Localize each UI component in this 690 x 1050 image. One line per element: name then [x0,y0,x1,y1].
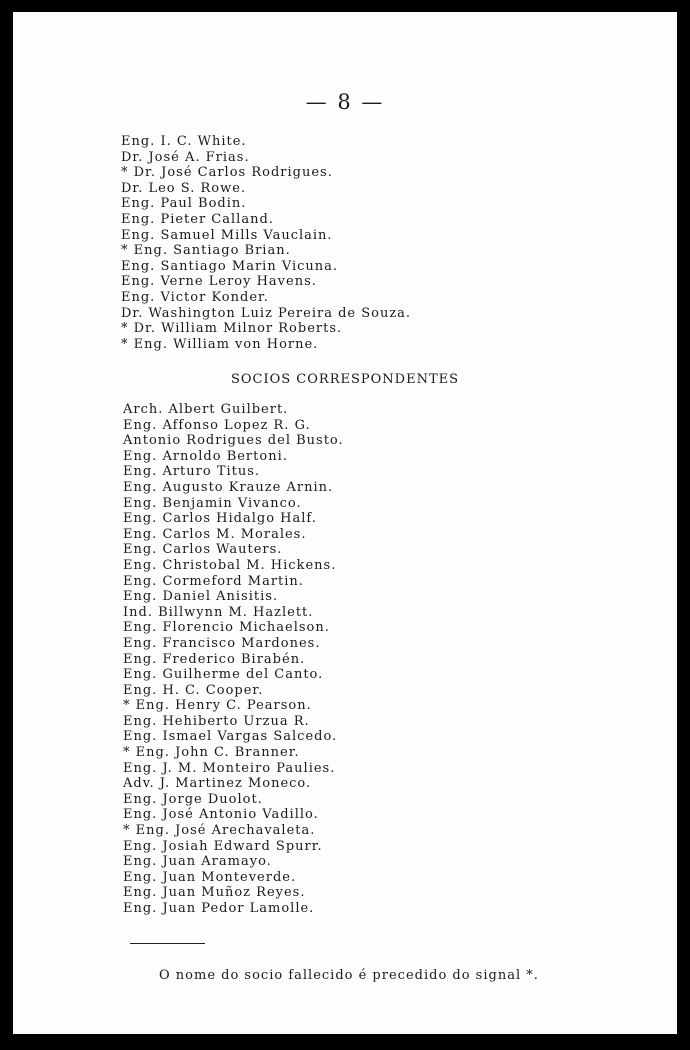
list-item: Eng. Frederico Birabén. [123,651,306,667]
list-item: * Eng. John C. Branner. [123,745,300,761]
list-item: Ind. Billwynn M. Hazlett. [123,604,314,620]
section-heading: SOCIOS CORRESPONDENTES [230,372,460,387]
list-item: * Eng. Santiago Brian. [121,243,291,259]
list-item: Dr. Washington Luiz Pereira de Souza. [121,305,412,321]
list-item: Eng. Juan Aramayo. [123,854,272,870]
list-item: Eng. Juan Muñoz Reyes. [123,885,306,901]
list-item: Dr. Leo S. Rowe. [121,180,247,196]
list-item: Eng. Augusto Krauze Arnin. [123,479,334,495]
list-item: Eng. Benjamin Vivanco. [123,495,302,511]
corresponding-members-list [123,402,344,917]
list-item: Eng. H. C. Cooper. [123,682,264,698]
list-item: Eng. Affonso Lopez R. G. [123,417,311,433]
list-item: Eng. Victor Konder. [121,289,269,305]
list-item: * Eng. Henry C. Pearson. [123,698,312,714]
list-item: Eng. I. C. White. [121,134,247,149]
list-item: Eng. José Antonio Vadillo. [123,807,319,823]
list-item: Eng. Paul Bodin. [121,196,247,212]
list-item: Eng. Francisco Mardones. [123,635,321,651]
footnote: O nome do socio fallecido é precedido do signal *. [159,968,539,983]
list-item: Antonio Rodrigues del Busto. [123,433,344,449]
list-item: Eng. Hehiberto Urzua R. [123,713,310,729]
list-item: Eng. Samuel Mills Vauclain. [121,227,333,243]
list-item: Eng. Pieter Calland. [121,211,274,227]
list-item: Eng. Santiago Marin Vicuna. [121,258,339,274]
list-item: Eng. Guilherme del Canto. [123,667,324,683]
list-item: Eng. Jorge Duolot. [123,791,263,807]
list-item: Eng. Florencio Michaelson. [123,620,330,636]
list-item: Eng. Josiah Edward Spurr. [123,838,323,854]
list-item: * Eng. William von Horne. [121,336,319,352]
list-item: * Eng. José Arechavaleta. [123,823,316,839]
list-item: * Dr. José Carlos Rodrigues. [121,165,333,181]
list-item: Adv. J. Martinez Moneco. [123,776,312,792]
list-item: Eng. Juan Monteverde. [123,869,297,885]
list-item: Eng. Carlos Hidalgo Half. [123,511,317,527]
list-item: Eng. Cormeford Martin. [123,573,304,589]
list-item: Eng. Arnoldo Bertoni. [123,448,288,464]
list-item: Eng. Christobal M. Hickens. [123,557,337,573]
page-number: — 8 — [305,90,385,114]
list-item: Eng. Carlos M. Morales. [123,526,307,542]
list-item: Eng. J. M. Monteiro Paulies. [123,760,336,776]
list-item: Eng. Arturo Titus. [123,464,261,480]
list-item: Eng. Carlos Wauters. [123,542,283,558]
list-item: Eng. Juan Pedor Lamolle. [123,901,315,916]
footnote-divider [130,943,205,944]
list-item: Dr. José A. Frias. [121,149,250,165]
list-item: Eng. Verne Leroy Havens. [121,274,317,290]
list-item: * Dr. William Milnor Roberts. [121,321,343,337]
list-item: Eng. Daniel Anisitis. [123,589,279,605]
document-page [13,12,677,1034]
list-item: Eng. Ismael Vargas Salcedo. [123,729,338,745]
list-item: Arch. Albert Guilbert. [123,402,289,417]
honorary-members-list [121,134,411,352]
